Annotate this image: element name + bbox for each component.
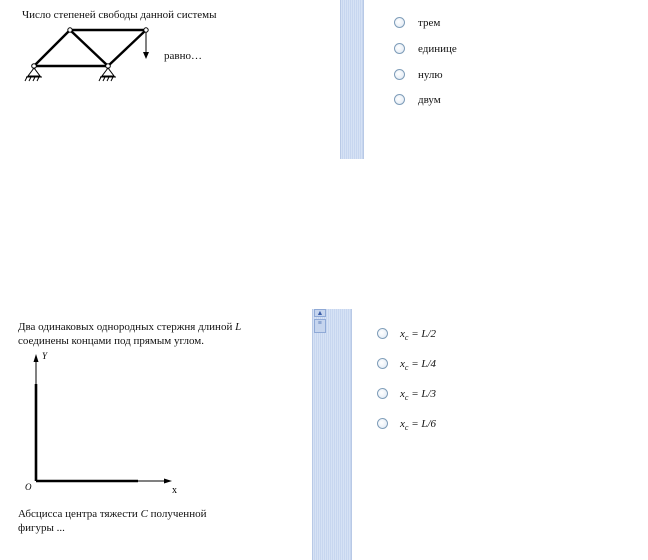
grip-icon: ≡	[318, 319, 322, 327]
scrollbar-question1[interactable]	[340, 0, 364, 159]
option-variable: x	[400, 388, 405, 400]
q2-option-3-label	[400, 387, 436, 405]
x-axis-label: x	[172, 485, 177, 496]
q2-option-4-label	[400, 417, 436, 435]
center-symbol: C	[140, 508, 148, 520]
truss-left-diagonal	[34, 30, 70, 66]
radio-button[interactable]	[377, 358, 388, 369]
scroll-up-arrow-icon: ▲	[316, 309, 324, 317]
option-value: = L/2	[411, 328, 437, 340]
x-axis-arrowhead	[164, 479, 172, 484]
truss-middle-diagonal	[70, 30, 108, 66]
question1-text-label: Число степеней свободы данной системы	[22, 9, 217, 21]
question2-tail-line2: фигуры ...	[18, 522, 65, 534]
option-subscript: c	[404, 423, 409, 433]
q1-option-3-label: нулю	[418, 69, 443, 81]
y-axis-label: Y	[42, 351, 48, 361]
question2-text	[18, 320, 308, 348]
radio-button[interactable]	[394, 43, 405, 54]
q1-option-4[interactable]	[394, 93, 514, 109]
truss-node	[68, 28, 72, 32]
option-subscript: c	[404, 393, 409, 403]
question2-tail	[18, 507, 308, 535]
option-value: = L/4	[411, 358, 437, 370]
truss-node	[144, 28, 148, 32]
scroll-thumb[interactable]	[314, 319, 326, 333]
q2-option-1[interactable]	[377, 327, 517, 347]
question2-text-line2: соединены концами под прямым углом.	[18, 335, 204, 347]
origin-label: O	[25, 482, 32, 492]
truss-diagram	[24, 24, 154, 84]
q2-option-2-label	[400, 357, 436, 375]
radio-button[interactable]	[377, 388, 388, 399]
radio-button[interactable]	[394, 17, 405, 28]
q1-option-1[interactable]	[394, 16, 514, 32]
q2-option-1-label	[400, 327, 436, 345]
q2-option-2[interactable]	[377, 357, 517, 377]
rods-diagram	[18, 350, 188, 498]
option-subscript: c	[404, 363, 409, 373]
question2-tail-line1-prefix: Абсцисса центра тяжести	[18, 508, 138, 520]
option-value: = L/6	[411, 418, 437, 430]
y-axis-arrowhead	[34, 354, 39, 362]
radio-button[interactable]	[394, 69, 405, 80]
q1-option-1-label: трем	[418, 17, 441, 29]
q1-option-3[interactable]	[394, 68, 514, 84]
radio-button[interactable]	[377, 418, 388, 429]
q1-option-2-label: единице	[418, 43, 457, 55]
q1-option-4-label: двум	[418, 94, 441, 106]
length-symbol: L	[235, 321, 242, 333]
question1-suffix: равно…	[164, 50, 202, 62]
scrollbar-question2[interactable]	[312, 309, 352, 560]
radio-button[interactable]	[377, 328, 388, 339]
load-arrow-head	[143, 52, 149, 59]
option-variable: x	[400, 358, 405, 370]
option-subscript: c	[404, 333, 409, 343]
q1-option-2[interactable]	[394, 42, 514, 58]
scroll-up-button[interactable]	[314, 309, 326, 317]
question2-text-line1: Два одинаковых однородных стержня длиной	[18, 321, 233, 333]
option-variable: x	[400, 418, 405, 430]
q2-option-3[interactable]	[377, 387, 517, 407]
truss-right-diagonal	[108, 30, 146, 66]
question2-tail-line1-suffix: полученной	[150, 508, 207, 520]
question1-text	[22, 8, 217, 22]
option-variable: x	[400, 328, 405, 340]
radio-button[interactable]	[394, 94, 405, 105]
option-value: = L/3	[411, 388, 437, 400]
q2-option-4[interactable]	[377, 417, 517, 437]
